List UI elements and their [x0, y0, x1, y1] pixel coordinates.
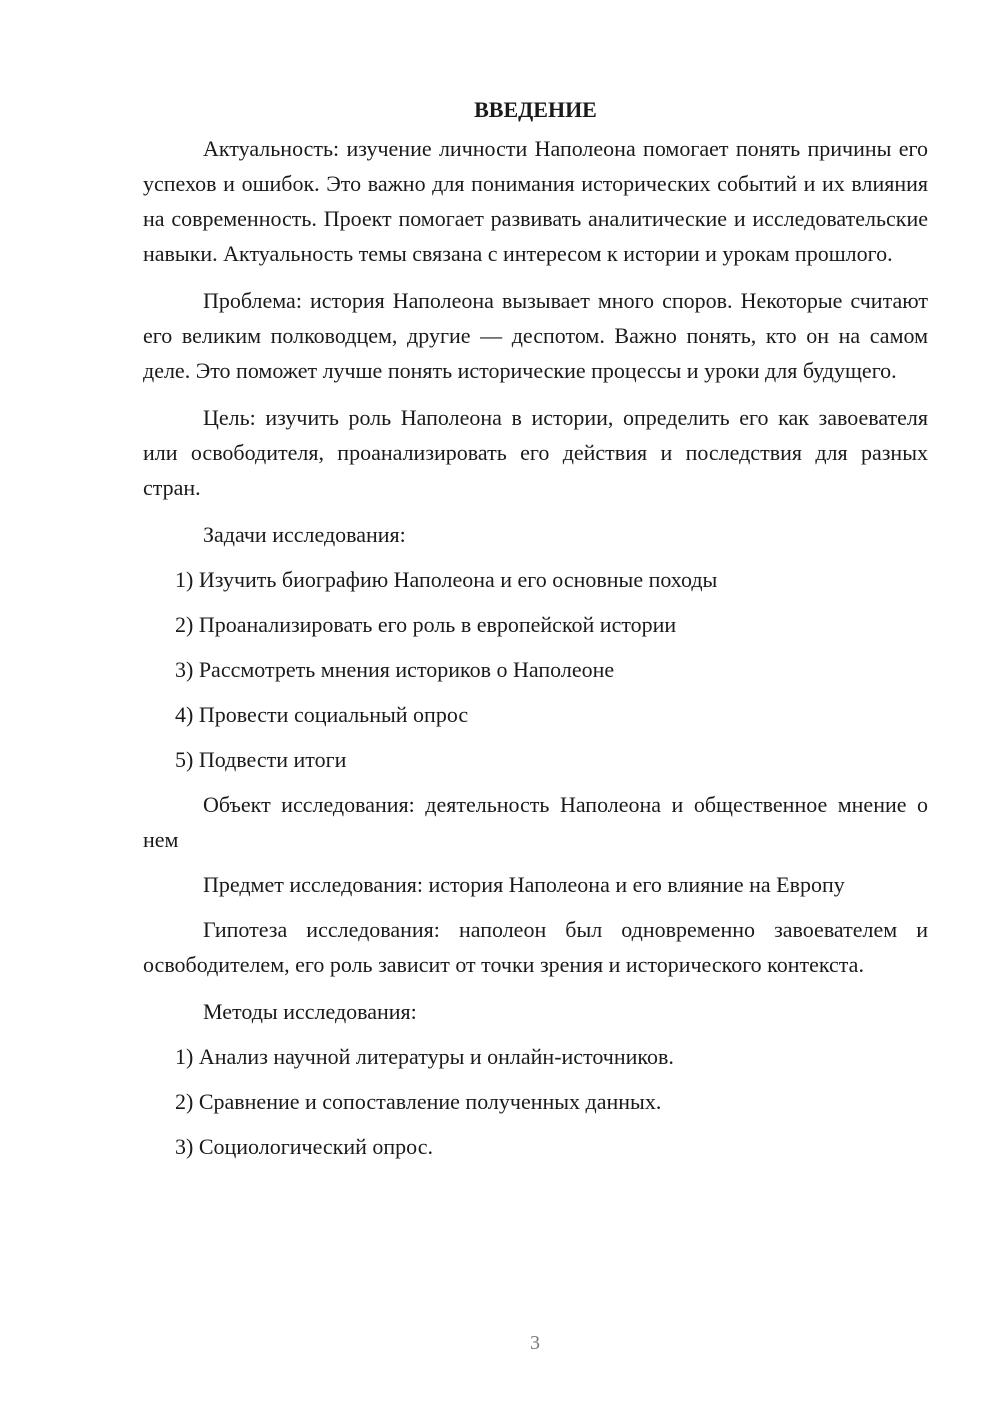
hypothesis-paragraph: Гипотеза исследования: наполеон был одновременно завоевателем и освободителем, его роль зависит от точки зрения и исторического контекста.: [143, 917, 928, 977]
object-paragraph: Объект исследования: деятельность Наполеона и общественное мнение о нем: [143, 792, 928, 852]
document-page: [143, 92, 928, 1164]
problem-paragraph: Проблема: история Наполеона вызывает много споров. Некоторые считают его великим полководцем, другие — деспотом. Важно понять, кто он на самом деле. Это поможет лучше понять исторические процессы и уроки для будущего.: [143, 288, 928, 383]
relevance-paragraph: Актуальность: изучение личности Наполеона помогает понять причины его успехов и ошибок. Это важно для понимания исторических событий и их влияния на современность. Проект помогает развивать аналитические и исследовательские навыки. Актуальность темы связана с интересом к истории и урокам прошлого.: [143, 136, 928, 266]
list-item: 3) Социологический опрос.: [175, 1134, 433, 1159]
tasks-title: Задачи исследования:: [203, 522, 406, 547]
tasks-list: [143, 562, 928, 777]
list-item: 2) Проанализировать его роль в европейской истории: [175, 612, 677, 637]
page-title: ВВЕДЕНИЕ: [474, 97, 597, 122]
list-item: 1) Анализ научной литературы и онлайн-источников.: [175, 1044, 674, 1069]
list-item: 3) Рассмотреть мнения историков о Наполеоне: [175, 657, 615, 682]
goal-paragraph: Цель: изучить роль Наполеона в истории, определить его как завоевателя или освободителя, проанализировать его действия и последствия для разных стран.: [143, 405, 928, 500]
list-item: 1) Изучить биографию Наполеона и его основные походы: [175, 567, 718, 592]
list-item: 2) Сравнение и сопоставление полученных данных.: [175, 1089, 662, 1114]
subject-paragraph: Предмет исследования: история Наполеона и его влияние на Европу: [203, 872, 845, 897]
page-number: 3: [530, 1332, 540, 1354]
list-item: 4) Провести социальный опрос: [175, 702, 469, 727]
methods-list: [143, 1039, 928, 1164]
list-item: 5) Подвести итоги: [175, 747, 347, 772]
methods-title: Методы исследования:: [203, 999, 417, 1024]
